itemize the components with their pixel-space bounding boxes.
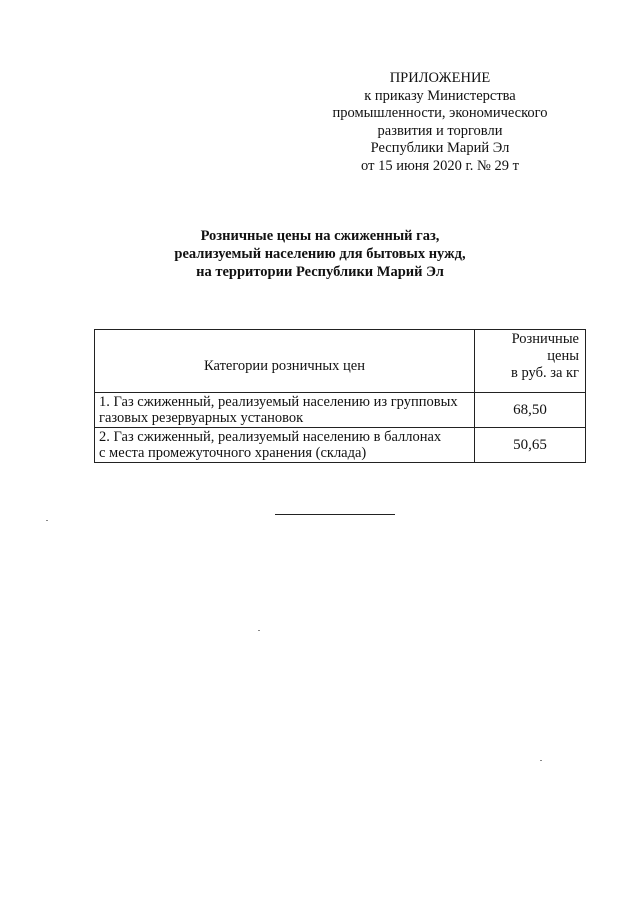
title-line-3: на территории Республики Марий Эл <box>196 264 444 280</box>
scan-speck <box>46 520 48 521</box>
row-2-category-line-1: 2. Газ сжиженный, реализуемый населению в баллонах <box>99 429 442 445</box>
header-category: Категории розничных цен <box>95 330 475 393</box>
title-line-2: реализуемый населению для бытовых нужд, <box>174 246 466 262</box>
document-title <box>120 227 520 281</box>
title-line-1: Розничные цены на сжиженный газ, <box>200 228 440 244</box>
table-row <box>95 428 586 463</box>
row-1-category-line-2: газовых резервуарных установок <box>99 410 304 426</box>
scan-speck <box>540 760 542 761</box>
row-2-price: 50,65 <box>475 428 586 463</box>
row-2-category <box>95 428 475 463</box>
price-table <box>94 329 586 463</box>
scan-speck <box>258 630 260 631</box>
appendix-republic-line: Республики Марий Эл <box>370 140 510 157</box>
appendix-header <box>320 70 560 176</box>
header-price-line-1: Розничные <box>511 331 579 347</box>
table-row <box>95 393 586 428</box>
appendix-ministry-line: промышленности, экономического <box>332 105 548 122</box>
appendix-ministry-line-2: развития и торговли <box>377 122 503 139</box>
row-1-category-line-1: 1. Газ сжиженный, реализуемый населению из групповых <box>99 394 458 410</box>
appendix-label: ПРИЛОЖЕНИЕ <box>389 70 491 86</box>
header-price-line-2: цены <box>547 348 579 364</box>
header-price-line-3: в руб. за кг <box>511 365 579 381</box>
table-header-row <box>95 330 586 393</box>
row-1-price: 68,50 <box>475 393 586 428</box>
header-price <box>475 330 586 393</box>
row-2-category-line-2: с места промежуточного хранения (склада) <box>99 445 367 461</box>
appendix-order-line: к приказу Министерства <box>364 87 516 104</box>
end-divider <box>275 514 395 515</box>
row-1-category <box>95 393 475 428</box>
appendix-date-line: от 15 июня 2020 г. № 29 т <box>361 157 519 174</box>
